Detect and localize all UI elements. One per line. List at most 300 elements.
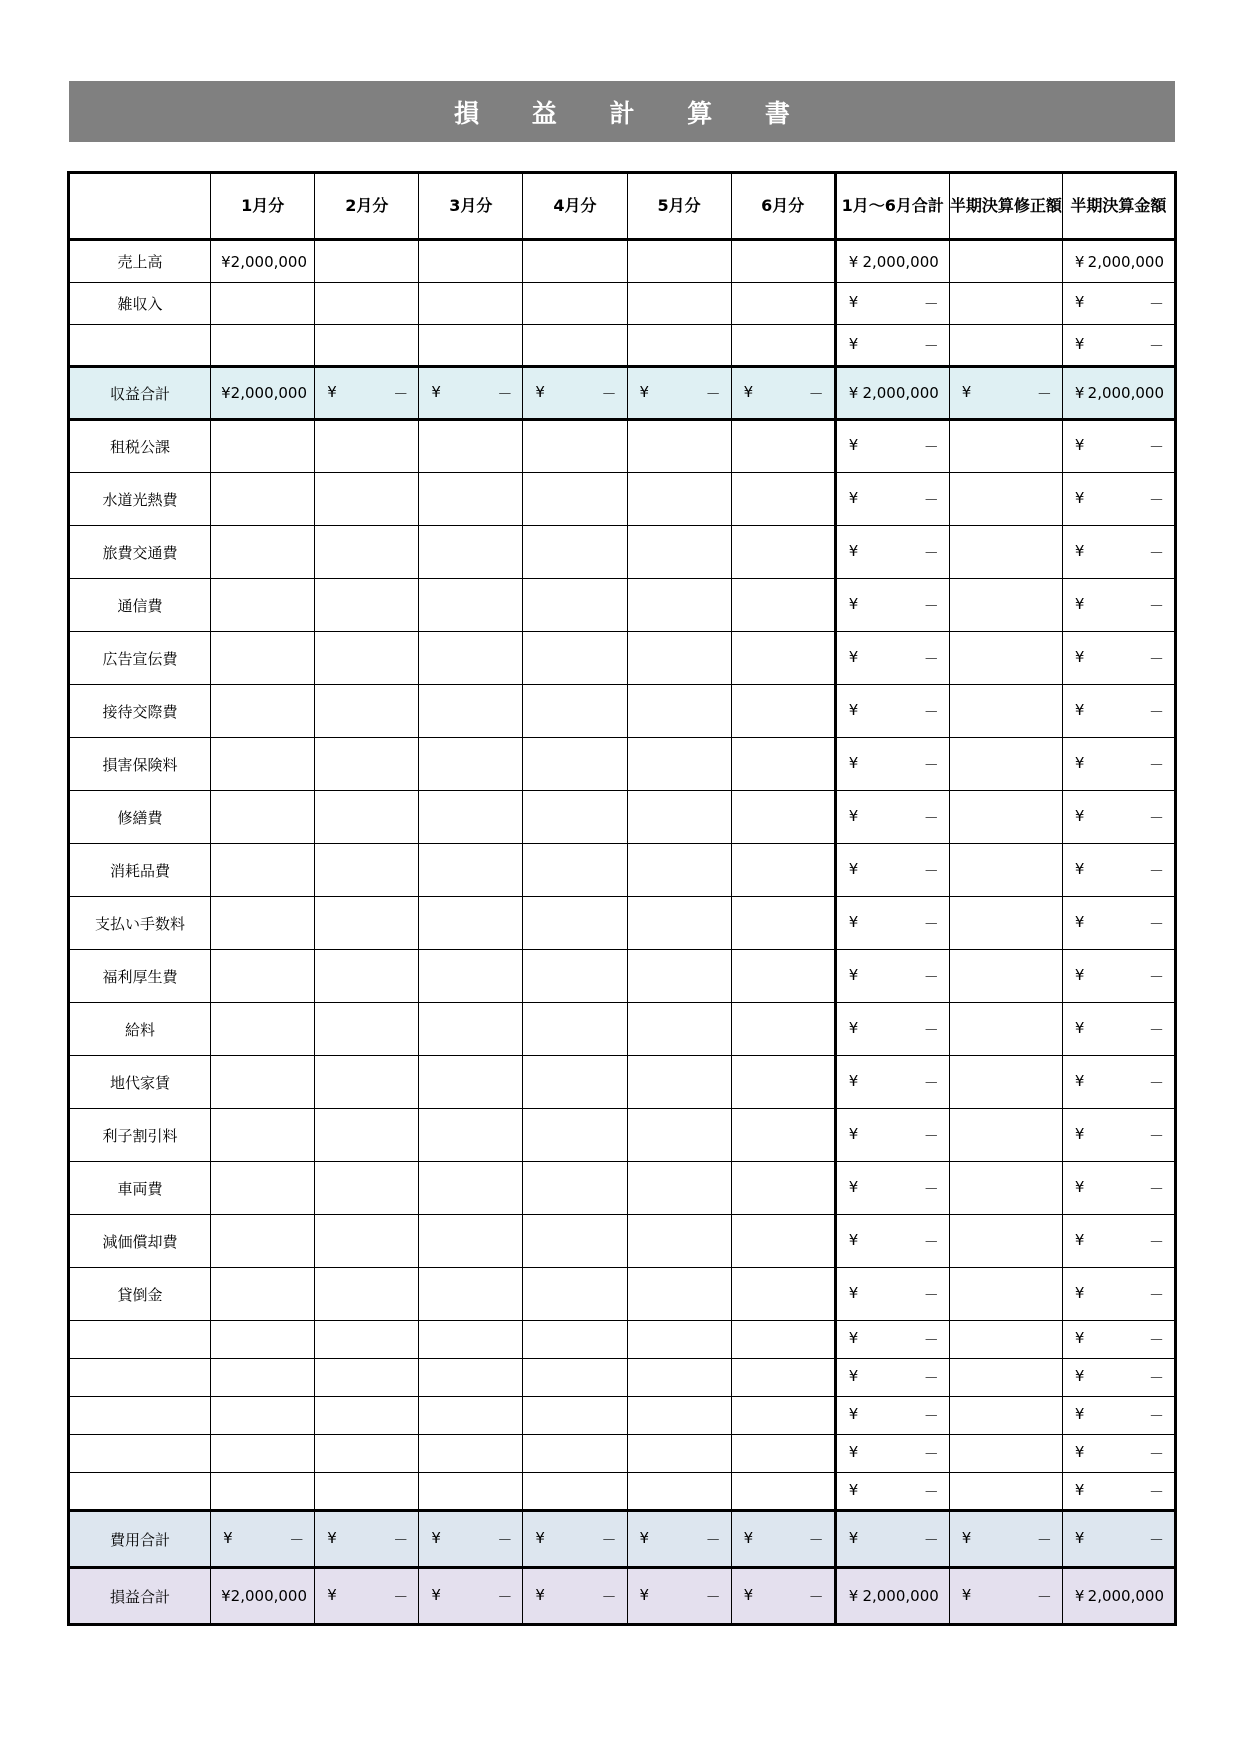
expense-cell-jan[interactable] (211, 632, 315, 685)
revenue-total-cell-total (835, 367, 949, 420)
revenue-cell-apr[interactable] (523, 283, 627, 325)
revenue-total-cell-adjustment[interactable] (949, 367, 1062, 420)
expense-cell-jun[interactable] (731, 1056, 835, 1109)
expense-cell-mar[interactable] (419, 950, 523, 1003)
profit-loss-total-row (69, 1568, 1176, 1625)
expense-cell-adjustment[interactable] (949, 1109, 1062, 1162)
expense-cell-adjustment[interactable] (949, 420, 1062, 473)
amount-value: － (923, 596, 939, 615)
expense-cell-jan[interactable] (211, 685, 315, 738)
yen-sign: ¥ (848, 488, 859, 507)
revenue-total-cell-apr[interactable] (523, 367, 627, 420)
amount-value: － (497, 384, 513, 403)
expense-cell-adjustment[interactable] (949, 632, 1062, 685)
expense-cell-feb[interactable] (315, 1215, 419, 1268)
expense-cell-mar[interactable] (419, 1003, 523, 1056)
expense-cell-total (835, 1215, 949, 1268)
header-cell-adjustment: 半期決算修正額 (949, 173, 1062, 240)
expense-cell-apr[interactable] (523, 897, 627, 950)
yen-sign: ¥ (1074, 965, 1085, 984)
yen-sign: ¥ (848, 965, 859, 984)
expense-cell-may[interactable] (627, 1473, 731, 1511)
expense-total-cell-may[interactable] (627, 1511, 731, 1568)
expense-cell-jan[interactable] (211, 420, 315, 473)
pl-total-cell-adjustment[interactable] (949, 1568, 1062, 1625)
expense-cell-feb[interactable] (315, 579, 419, 632)
yen-sign: ¥ (743, 1585, 754, 1604)
expense-cell-feb[interactable] (315, 897, 419, 950)
expense-cell-jun[interactable] (731, 738, 835, 791)
amount-value: － (923, 438, 939, 456)
expense-total-cell-feb[interactable] (315, 1511, 419, 1568)
amount-value: － (923, 1126, 939, 1145)
expense-cell-jan[interactable] (211, 1473, 315, 1511)
amount-value: － (497, 1587, 513, 1606)
expense-cell-final (1062, 1109, 1175, 1162)
yen-sign: ¥ (848, 293, 859, 311)
yen-sign: ¥ (848, 647, 859, 666)
expense-cell-apr[interactable] (523, 844, 627, 897)
expense-cell-may[interactable] (627, 1359, 731, 1397)
revenue-cell-adjustment[interactable] (949, 240, 1062, 283)
expense-cell-jun[interactable] (731, 1321, 835, 1359)
expense-cell-may[interactable] (627, 1162, 731, 1215)
expense-cell-jun[interactable] (731, 1215, 835, 1268)
amount-value: － (1148, 336, 1164, 355)
expense-cell-may[interactable] (627, 1435, 731, 1473)
row-label: 水道光熱費 (69, 473, 211, 526)
table-row (69, 791, 1176, 844)
expense-cell-adjustment[interactable] (949, 1397, 1062, 1435)
expense-cell-mar[interactable] (419, 473, 523, 526)
expense-cell-may[interactable] (627, 579, 731, 632)
expense-cell-apr[interactable] (523, 1435, 627, 1473)
expense-cell-jun[interactable] (731, 1109, 835, 1162)
expense-cell-may[interactable] (627, 685, 731, 738)
table-row (69, 738, 1176, 791)
expense-cell-total (835, 1109, 949, 1162)
header-row (69, 173, 1176, 240)
row-label: 福利厚生費 (69, 950, 211, 1003)
expense-cell-adjustment[interactable] (949, 791, 1062, 844)
table-row (69, 526, 1176, 579)
revenue-total-cell-feb[interactable] (315, 367, 419, 420)
amount-value: － (393, 1587, 409, 1606)
expense-cell-apr[interactable] (523, 950, 627, 1003)
revenue-cell-adjustment[interactable] (949, 325, 1062, 367)
amount-value: － (923, 336, 939, 355)
expense-cell-adjustment[interactable] (949, 1473, 1062, 1511)
expense-cell-jan[interactable] (211, 1056, 315, 1109)
expense-cell-jan[interactable] (211, 1321, 315, 1359)
expense-cell-may[interactable] (627, 897, 731, 950)
yen-sign: ¥ (1074, 912, 1085, 931)
table-row (69, 1215, 1176, 1268)
expense-cell-feb[interactable] (315, 1109, 419, 1162)
expense-cell-apr[interactable] (523, 1359, 627, 1397)
expense-cell-adjustment[interactable] (949, 1003, 1062, 1056)
expense-cell-adjustment[interactable] (949, 1056, 1062, 1109)
expense-cell-jan[interactable] (211, 526, 315, 579)
expense-cell-jun[interactable] (731, 1359, 835, 1397)
expense-cell-jun[interactable] (731, 950, 835, 1003)
expense-cell-total (835, 1359, 949, 1397)
yen-sign: ¥ (1074, 1587, 1085, 1605)
expense-cell-jan[interactable] (211, 1162, 315, 1215)
expense-cell-adjustment[interactable] (949, 897, 1062, 950)
expense-cell-jun[interactable] (731, 1162, 835, 1215)
expense-cell-mar[interactable] (419, 1109, 523, 1162)
revenue-cell-may[interactable] (627, 240, 731, 283)
yen-sign: ¥ (848, 753, 859, 772)
table-row (69, 1056, 1176, 1109)
revenue-cell-may[interactable] (627, 325, 731, 367)
expense-cell-feb[interactable] (315, 1056, 419, 1109)
row-label: 売上高 (69, 240, 211, 283)
expense-cell-feb[interactable] (315, 1321, 419, 1359)
expense-cell-apr[interactable] (523, 1268, 627, 1321)
expense-cell-adjustment[interactable] (949, 1435, 1062, 1473)
amount-value: － (923, 295, 939, 313)
expense-cell-may[interactable] (627, 473, 731, 526)
amount-value: ¥2,000,000 (221, 252, 308, 271)
revenue-cell-total (835, 283, 949, 325)
revenue-cell-jan[interactable] (211, 283, 315, 325)
amount-value: － (1148, 1285, 1164, 1304)
expense-cell-mar[interactable] (419, 1359, 523, 1397)
expense-cell-jun[interactable] (731, 791, 835, 844)
expense-cell-mar[interactable] (419, 1056, 523, 1109)
expense-cell-adjustment[interactable] (949, 844, 1062, 897)
amount-value: － (1148, 861, 1164, 880)
pl-total-cell-feb[interactable] (315, 1568, 419, 1625)
row-label[interactable] (69, 1397, 211, 1435)
expense-cell-jun[interactable] (731, 897, 835, 950)
expense-cell-total (835, 685, 949, 738)
expense-cell-adjustment[interactable] (949, 1321, 1062, 1359)
yen-sign: ¥ (535, 1585, 545, 1604)
expense-cell-jan[interactable] (211, 738, 315, 791)
pl-total-cell-final (1062, 1568, 1175, 1625)
expense-total-cell-adjustment[interactable] (949, 1511, 1062, 1568)
expense-cell-jun[interactable] (731, 685, 835, 738)
expense-cell-adjustment[interactable] (949, 685, 1062, 738)
pl-total-cell-jan[interactable] (211, 1568, 315, 1625)
expense-cell-feb[interactable] (315, 526, 419, 579)
pl-total-cell-mar[interactable] (419, 1568, 523, 1625)
expense-cell-jan[interactable] (211, 844, 315, 897)
expense-cell-final (1062, 738, 1175, 791)
expense-cell-feb[interactable] (315, 1359, 419, 1397)
expense-cell-mar[interactable] (419, 738, 523, 791)
expense-cell-apr[interactable] (523, 1321, 627, 1359)
expense-cell-apr[interactable] (523, 738, 627, 791)
expense-cell-mar[interactable] (419, 579, 523, 632)
table-row (69, 420, 1176, 473)
expense-total-cell-mar[interactable] (419, 1511, 523, 1568)
expense-cell-mar[interactable] (419, 844, 523, 897)
expense-cell-jun[interactable] (731, 473, 835, 526)
header-cell-jun: 6月分 (731, 173, 835, 240)
yen-sign: ¥ (848, 541, 859, 560)
yen-sign: ¥ (1074, 384, 1085, 402)
header-cell-final: 半期決算金額 (1062, 173, 1175, 240)
expense-cell-may[interactable] (627, 526, 731, 579)
header-cell-apr: 4月分 (523, 173, 627, 240)
amount-value: － (1148, 1232, 1164, 1251)
yen-sign: ¥ (1074, 1329, 1085, 1347)
expense-cell-jan[interactable] (211, 473, 315, 526)
expense-cell-may[interactable] (627, 1109, 731, 1162)
expense-total-cell-jan[interactable] (211, 1511, 315, 1568)
expense-cell-feb[interactable] (315, 791, 419, 844)
expense-cell-may[interactable] (627, 1003, 731, 1056)
expense-cell-jan[interactable] (211, 1397, 315, 1435)
revenue-cell-feb[interactable] (315, 240, 419, 283)
expense-cell-jan[interactable] (211, 791, 315, 844)
expense-cell-jun[interactable] (731, 526, 835, 579)
revenue-total-cell-jun[interactable] (731, 367, 835, 420)
revenue-cell-adjustment[interactable] (949, 283, 1062, 325)
amount-value: － (923, 543, 939, 562)
expense-cell-may[interactable] (627, 950, 731, 1003)
expense-cell-mar[interactable] (419, 526, 523, 579)
revenue-total-cell-final (1062, 367, 1175, 420)
expense-cell-apr[interactable] (523, 420, 627, 473)
expense-cell-jan[interactable] (211, 1435, 315, 1473)
revenue-cell-mar[interactable] (419, 240, 523, 283)
expense-cell-may[interactable] (627, 420, 731, 473)
expense-cell-adjustment[interactable] (949, 950, 1062, 1003)
amount-value: － (1036, 384, 1052, 403)
row-label: 地代家賃 (69, 1056, 211, 1109)
amount-value: － (1148, 1530, 1164, 1549)
expense-cell-adjustment[interactable] (949, 579, 1062, 632)
revenue-cell-jun[interactable] (731, 240, 835, 283)
expense-cell-adjustment[interactable] (949, 526, 1062, 579)
expense-cell-feb[interactable] (315, 473, 419, 526)
expense-cell-apr[interactable] (523, 1215, 627, 1268)
expense-cell-mar[interactable] (419, 685, 523, 738)
expense-cell-feb[interactable] (315, 950, 419, 1003)
amount-value: － (923, 1179, 939, 1198)
expense-cell-jan[interactable] (211, 1359, 315, 1397)
expense-cell-feb[interactable] (315, 1435, 419, 1473)
revenue-cell-jun[interactable] (731, 283, 835, 325)
expense-total-cell-jun[interactable] (731, 1511, 835, 1568)
expense-cell-feb[interactable] (315, 685, 419, 738)
yen-sign: ¥ (327, 382, 337, 401)
amount-value: － (923, 490, 939, 509)
expense-cell-apr[interactable] (523, 473, 627, 526)
expense-cell-final (1062, 1359, 1175, 1397)
expense-cell-apr[interactable] (523, 1162, 627, 1215)
expense-cell-adjustment[interactable] (949, 1359, 1062, 1397)
expense-cell-final (1062, 632, 1175, 685)
revenue-cell-may[interactable] (627, 283, 731, 325)
yen-sign: ¥ (848, 594, 859, 613)
expense-cell-mar[interactable] (419, 420, 523, 473)
expense-cell-jun[interactable] (731, 1397, 835, 1435)
expense-cell-total (835, 420, 949, 473)
table-row (69, 685, 1176, 738)
yen-sign: ¥ (1074, 541, 1085, 560)
pl-total-cell-apr[interactable] (523, 1568, 627, 1625)
yen-sign: ¥ (1074, 1367, 1085, 1385)
expense-cell-jan[interactable] (211, 1109, 315, 1162)
expense-cell-feb[interactable] (315, 738, 419, 791)
expense-cell-feb[interactable] (315, 632, 419, 685)
expense-cell-mar[interactable] (419, 1473, 523, 1511)
yen-sign: ¥ (848, 1071, 859, 1090)
amount-value: － (923, 967, 939, 986)
expense-cell-apr[interactable] (523, 685, 627, 738)
expense-cell-feb[interactable] (315, 1268, 419, 1321)
revenue-total-cell-may[interactable] (627, 367, 731, 420)
revenue-cell-jun[interactable] (731, 325, 835, 367)
amount-value: 2,000,000 (1087, 252, 1164, 271)
amount-value: － (1148, 1407, 1164, 1425)
expense-cell-may[interactable] (627, 738, 731, 791)
amount-value: － (808, 1587, 824, 1606)
revenue-total-cell-mar[interactable] (419, 367, 523, 420)
expense-cell-mar[interactable] (419, 897, 523, 950)
expense-cell-adjustment[interactable] (949, 1215, 1062, 1268)
expense-cell-jun[interactable] (731, 844, 835, 897)
expense-cell-feb[interactable] (315, 844, 419, 897)
expense-cell-feb[interactable] (315, 1003, 419, 1056)
expense-cell-jan[interactable] (211, 950, 315, 1003)
pl-total-cell-jun[interactable] (731, 1568, 835, 1625)
title-text: 損 益 計 算 書 (454, 98, 812, 128)
amount-value: － (1148, 1073, 1164, 1092)
expense-cell-may[interactable] (627, 1321, 731, 1359)
expense-cell-feb[interactable] (315, 420, 419, 473)
expense-cell-apr[interactable] (523, 1056, 627, 1109)
yen-sign: ¥ (1074, 436, 1085, 454)
yen-sign: ¥ (1074, 252, 1085, 271)
expense-cell-apr[interactable] (523, 1109, 627, 1162)
amount-value: － (393, 1530, 409, 1549)
revenue-cell-mar[interactable] (419, 283, 523, 325)
yen-sign: ¥ (639, 1528, 650, 1547)
expense-cell-jun[interactable] (731, 1473, 835, 1511)
revenue-cell-apr[interactable] (523, 240, 627, 283)
expense-cell-feb[interactable] (315, 1162, 419, 1215)
expense-cell-may[interactable] (627, 632, 731, 685)
expense-cell-apr[interactable] (523, 632, 627, 685)
amount-value: － (1036, 1587, 1052, 1606)
expense-cell-apr[interactable] (523, 526, 627, 579)
yen-sign: ¥ (431, 382, 441, 401)
yen-sign: ¥ (848, 859, 859, 878)
yen-sign: ¥ (848, 1528, 859, 1547)
expense-cell-feb[interactable] (315, 1397, 419, 1435)
expense-cell-jan[interactable] (211, 579, 315, 632)
expense-cell-jun[interactable] (731, 420, 835, 473)
expense-cell-may[interactable] (627, 1215, 731, 1268)
amount-value: － (1148, 808, 1164, 827)
expense-cell-may[interactable] (627, 1268, 731, 1321)
revenue-cell-apr[interactable] (523, 325, 627, 367)
pl-total-cell-total (835, 1568, 949, 1625)
expense-cell-feb[interactable] (315, 1473, 419, 1511)
amount-value: － (923, 1530, 939, 1549)
expense-cell-apr[interactable] (523, 1473, 627, 1511)
row-label[interactable] (69, 1321, 211, 1359)
expense-cell-jan[interactable] (211, 1268, 315, 1321)
revenue-cell-jan[interactable] (211, 325, 315, 367)
table-row (69, 1109, 1176, 1162)
yen-sign: ¥ (327, 1585, 337, 1604)
amount-value: ¥2,000,000 (221, 1587, 308, 1605)
expense-cell-jan[interactable] (211, 1215, 315, 1268)
expense-cell-adjustment[interactable] (949, 738, 1062, 791)
expense-cell-mar[interactable] (419, 1321, 523, 1359)
expense-cell-apr[interactable] (523, 1003, 627, 1056)
expense-cell-mar[interactable] (419, 1397, 523, 1435)
expense-cell-jan[interactable] (211, 1003, 315, 1056)
pl-total-cell-may[interactable] (627, 1568, 731, 1625)
yen-sign: ¥ (1074, 594, 1085, 613)
expense-cell-may[interactable] (627, 1056, 731, 1109)
amount-value: － (923, 1407, 939, 1425)
row-label[interactable] (69, 1435, 211, 1473)
expense-cell-jun[interactable] (731, 1435, 835, 1473)
table-row (69, 1473, 1176, 1511)
expense-cell-mar[interactable] (419, 791, 523, 844)
expense-cell-may[interactable] (627, 791, 731, 844)
amount-value: ¥2,000,000 (221, 384, 308, 402)
amount-value: － (1148, 1126, 1164, 1145)
expense-cell-jun[interactable] (731, 579, 835, 632)
row-label[interactable] (69, 1359, 211, 1397)
expense-cell-final (1062, 1268, 1175, 1321)
yen-sign: ¥ (848, 436, 859, 454)
expense-cell-mar[interactable] (419, 1215, 523, 1268)
expense-cell-apr[interactable] (523, 791, 627, 844)
expense-cell-final (1062, 1056, 1175, 1109)
row-label[interactable] (69, 1473, 211, 1511)
expense-cell-may[interactable] (627, 844, 731, 897)
expense-cell-adjustment[interactable] (949, 1162, 1062, 1215)
expense-cell-apr[interactable] (523, 579, 627, 632)
header-cell-blank (69, 173, 211, 240)
revenue-total-cell-jan[interactable] (211, 367, 315, 420)
expense-cell-jan[interactable] (211, 897, 315, 950)
expense-cell-adjustment[interactable] (949, 473, 1062, 526)
expense-cell-may[interactable] (627, 1397, 731, 1435)
revenue-cell-jan[interactable] (211, 240, 315, 283)
expense-cell-total (835, 1321, 949, 1359)
expense-cell-mar[interactable] (419, 1162, 523, 1215)
expense-cell-final (1062, 526, 1175, 579)
expense-cell-adjustment[interactable] (949, 1268, 1062, 1321)
expense-cell-jun[interactable] (731, 1003, 835, 1056)
revenue-cell-feb[interactable] (315, 325, 419, 367)
expense-cell-mar[interactable] (419, 1435, 523, 1473)
expense-total-cell-apr[interactable] (523, 1511, 627, 1568)
expense-cell-mar[interactable] (419, 632, 523, 685)
revenue-cell-feb[interactable] (315, 283, 419, 325)
yen-sign: ¥ (848, 1018, 859, 1037)
revenue-cell-mar[interactable] (419, 325, 523, 367)
expense-cell-apr[interactable] (523, 1397, 627, 1435)
expense-cell-jun[interactable] (731, 1268, 835, 1321)
expense-cell-jun[interactable] (731, 632, 835, 685)
yen-sign: ¥ (1074, 859, 1085, 878)
expense-cell-mar[interactable] (419, 1268, 523, 1321)
